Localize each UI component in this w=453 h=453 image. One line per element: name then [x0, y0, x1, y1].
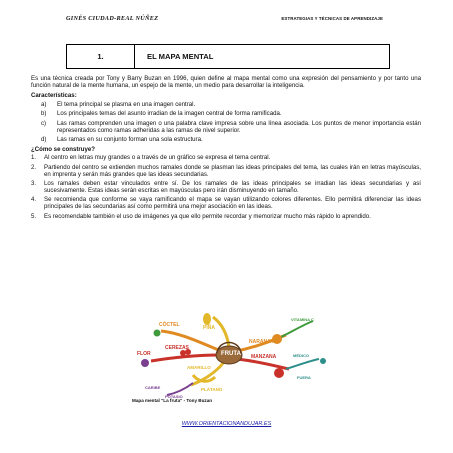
- section-number: 1.: [67, 45, 135, 68]
- mindmap-center-label: FRUTA: [221, 351, 241, 357]
- orange-fruit-icon: [272, 334, 282, 344]
- pineapple-fruit-icon: [203, 313, 211, 325]
- item-label: c): [41, 119, 47, 127]
- branch-label-medico: MÉDICO: [293, 353, 309, 358]
- branch-label-platano: PLÁTANO: [201, 387, 223, 392]
- intro-paragraph: Es una técnica creada por Tony y Barry Buzan en 1996, quien define al mapa mental como una expresión del pensamiento y por tanto una función natural de la mente humana, un espejo de la mente, un medio para desarrollar la inteligencia.: [31, 75, 421, 89]
- branch-line-flor: [151, 355, 219, 361]
- step-item: [31, 165, 421, 178]
- branch-label-naranja: NARANJA: [249, 339, 274, 345]
- flower-icon: [141, 359, 149, 367]
- header-author: GINÉS CIUDAD-REAL NÚÑEZ: [66, 15, 159, 22]
- branch-label-amarillo: AMARILLO: [187, 365, 211, 370]
- cocktail-icon: [154, 330, 161, 337]
- section-title-box: [66, 44, 390, 69]
- doctor-icon: [320, 358, 326, 364]
- step-item: [31, 214, 421, 221]
- document-body: [31, 76, 421, 223]
- branch-label-potasio: POTASIO: [165, 394, 183, 399]
- characteristic-item: [31, 111, 421, 118]
- branch-label-pina: PIÑA: [203, 325, 215, 331]
- step-text: Al centro en letras muy grandes o a través de un gráfico se expresa el tema central.: [44, 154, 271, 162]
- step-number: 5.: [31, 212, 37, 220]
- branch-label-coctel: CÓCTEL: [159, 322, 180, 328]
- step-number: 3.: [31, 180, 37, 188]
- step-number: 2.: [31, 163, 37, 171]
- item-text: El tema principal se plasma en una imagen central.: [57, 100, 196, 108]
- step-number: 1.: [31, 154, 37, 162]
- item-label: a): [41, 100, 47, 108]
- step-text: Partiendo del centro se extienden muchos ramales donde se plasman las ideas principales del tema, las cuales irán en letras mayúsculas, en imprenta y serán más grandes que las ideas secundarias.: [44, 163, 421, 178]
- step-text: Se recomienda que conforme se vaya ramificando el mapa se vayan utilizando colores diferentes. Ello permitirá diferenciar las ideas principales de las secundarias así como permitirá una mejor asociación en las ideas.: [44, 196, 421, 210]
- branch-label-vitamina: VITAMINA C: [291, 317, 314, 322]
- footer-website-link[interactable]: WWW.ORIENTACIONANDUJAR.ES: [181, 421, 272, 427]
- branch-line-vitamina: [281, 321, 313, 337]
- branch-label-flor: FLOR: [137, 351, 151, 357]
- characteristic-item: [31, 137, 421, 144]
- section-title: EL MAPA MENTAL: [147, 52, 214, 61]
- step-item: [31, 181, 421, 194]
- step-item: [31, 197, 421, 210]
- branch-label-manzana: MANZANA: [251, 354, 277, 360]
- branch-label-caribe: CARIBE: [145, 385, 161, 390]
- item-label: b): [41, 110, 47, 118]
- mindmap-caption: Mapa mental "La fruta" - Tony Buzan: [132, 398, 213, 403]
- item-label: d): [41, 136, 47, 144]
- branch-label-fuera: FUERA: [297, 375, 311, 380]
- item-text: Las ramas comprenden una imagen o una palabra clave impresa sobre una línea asociada. Los puntos de menor importancia están representados como ramas adheridas a las ramas de nivel superior.: [57, 119, 421, 134]
- characteristic-item: [31, 102, 421, 109]
- how-heading: ¿Cómo se construye?: [31, 145, 95, 153]
- branch-line-medico: [286, 359, 319, 369]
- branch-label-cerezas: CEREZAS: [165, 345, 189, 351]
- step-number: 4.: [31, 196, 37, 204]
- characteristic-item: [31, 121, 421, 134]
- step-text: Los ramales deben estar vinculados entre sí. De los ramales de las ideas principales se irradian las ideas secundarias y así sucesivamente. Estas ideas serán escritas en mayúsculas pero irán disminuyendo en tamaño.: [44, 180, 421, 194]
- item-text: Los principales temas del asunto irradian de la imagen central de forma ramificada.: [57, 110, 282, 118]
- branch-line-manzana: [237, 359, 289, 369]
- step-text: Es recomendable también el uso de imágenes ya que ello permite recordar y memorizar mucho más rápido lo aprendido.: [44, 212, 371, 220]
- item-text: Las ramas en su conjunto forman una sola estructura.: [57, 136, 203, 144]
- mind-map-image: [121, 303, 337, 400]
- header-subject: ESTRATEGIAS Y TÉCNICAS DE APRENDIZAJE: [281, 16, 383, 21]
- apple-fruit-icon: [274, 368, 284, 378]
- characteristics-heading: Características:: [31, 92, 77, 100]
- step-item: [31, 155, 421, 162]
